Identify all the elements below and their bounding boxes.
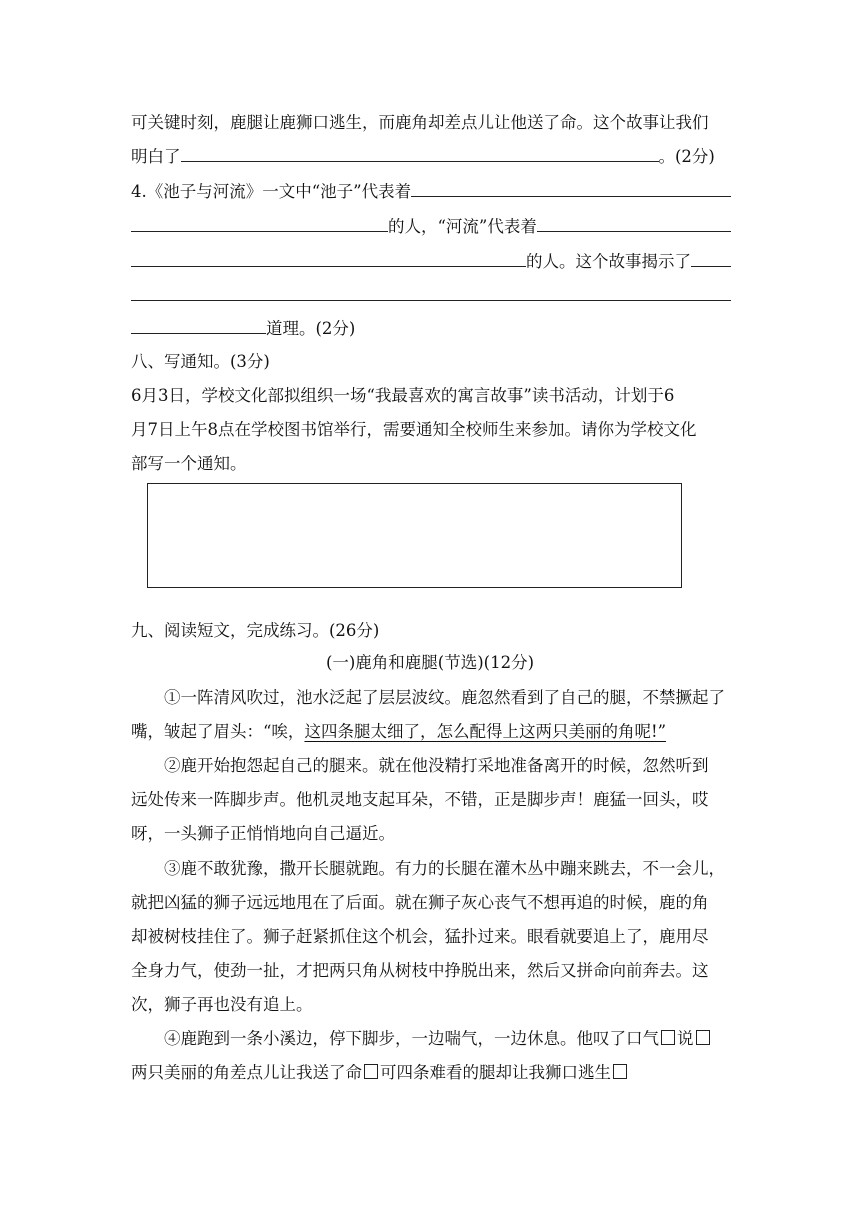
answer-blank-q4-7[interactable]: [131, 316, 266, 334]
q4-text-4: 道理。(2分): [266, 319, 356, 338]
passage-p2-line-1: ②鹿开始抱怨起自己的腿来。就在他没精打采地准备离开的时候，忽然听到: [164, 756, 709, 775]
q3-prompt: 明白了: [131, 147, 181, 166]
q3-score: 。(2分): [658, 147, 715, 166]
q4-line-4: [131, 283, 731, 301]
section-8-line-2: 月7日上午8点在学校图书馆举行，需要通知全校师生来参加。请你为学校文化: [131, 420, 697, 439]
answer-blank-q4-2[interactable]: [131, 214, 388, 232]
punctuation-box-2[interactable]: [696, 1030, 710, 1045]
passage-p3-line-5: 次，狮子再也没有追上。: [131, 995, 313, 1014]
answer-blank-q4-5[interactable]: [691, 249, 731, 267]
passage-p3-line-4: 全身力气，使劲一扯，才把两只角从树枝中挣脱出来，然后又拼命向前奔去。这: [131, 961, 709, 980]
passage-p2-line-2: 远处传来一阵脚步声。他机灵地支起耳朵，不错，正是脚步声！鹿猛一回头，哎: [131, 790, 709, 809]
passage-p3-line-1: ③鹿不敢犹豫，撒开长腿就跑。有力的长腿在灌木丛中蹦来跳去，不一会儿，: [164, 859, 725, 878]
passage-p2-line-3: 呀，一头狮子正悄悄地向自己逼近。: [131, 824, 395, 843]
answer-blank-q4-1[interactable]: [411, 179, 731, 197]
passage-p1-line-1: ①一阵清风吹过，池水泛起了层层波纹。鹿忽然看到了自己的腿，不禁撅起了: [164, 688, 725, 707]
q4-text-2: 的人，“河流”代表着: [388, 217, 537, 236]
q4-line-5: [131, 316, 731, 341]
answer-blank-q3[interactable]: [181, 144, 659, 162]
passage-subtitle: (一)鹿角和鹿腿(节选)(12分): [325, 653, 535, 672]
q4-text-3: 的人。这个故事揭示了: [526, 252, 691, 271]
passage-p4-line-1: ④鹿跑到一条小溪边，停下脚步，一边喘气，一边休息。他叹了口气 说: [164, 1027, 731, 1051]
section-8-line-3: 部写一个通知。: [131, 454, 247, 473]
punctuation-box-3[interactable]: [364, 1064, 378, 1079]
q4-line-1: [131, 179, 731, 204]
q3-line-2: [131, 144, 731, 169]
underlined-sentence: 这四条腿太细了，怎么配得上这两只美丽的角呢!”: [304, 722, 667, 741]
section-8-line-1: 6月3日，学校文化部拟组织一场“我最喜欢的寓言故事”读书活动，计划于6: [131, 386, 675, 405]
answer-blank-q4-4[interactable]: [131, 249, 526, 267]
q3-text: 可关键时刻，鹿腿让鹿狮口逃生，而鹿角却差点儿让他送了命。这个故事让我们: [131, 113, 709, 132]
punctuation-box-4[interactable]: [613, 1064, 627, 1079]
passage-p3-line-3: 却被树枝挂住了。狮子赶紧抓住这个机会，猛扑过来。眼看就要追上了，鹿用尽: [131, 927, 709, 946]
section-8-heading: 八、写通知。(3分): [131, 352, 270, 371]
answer-blank-q4-6[interactable]: [131, 283, 731, 301]
q4-line-3: [131, 249, 731, 274]
section-9-heading: 九、阅读短文，完成练习。(26分): [131, 621, 380, 640]
passage-p1-line-2: 嘴，皱起了眉头：“唉， 这四条腿太细了，怎么配得上这两只美丽的角呢!”: [131, 720, 731, 744]
passage-p3-line-2: 就把凶猛的狮子远远地甩在了后面。就在狮子灰心丧气不想再追的时候，鹿的角: [131, 893, 709, 912]
q4-line-2: [131, 214, 731, 239]
notice-answer-box[interactable]: [147, 483, 682, 588]
q3-line-1: [131, 111, 731, 135]
answer-blank-q4-3[interactable]: [537, 214, 731, 232]
passage-p4-line-2: 两只美丽的角差点儿让我送了命 可四条难看的腿却让我狮口逃生: [131, 1061, 731, 1085]
punctuation-box-1[interactable]: [661, 1030, 675, 1045]
q4-text-1: 4.《池子与河流》一文中“池子”代表着: [131, 182, 412, 201]
